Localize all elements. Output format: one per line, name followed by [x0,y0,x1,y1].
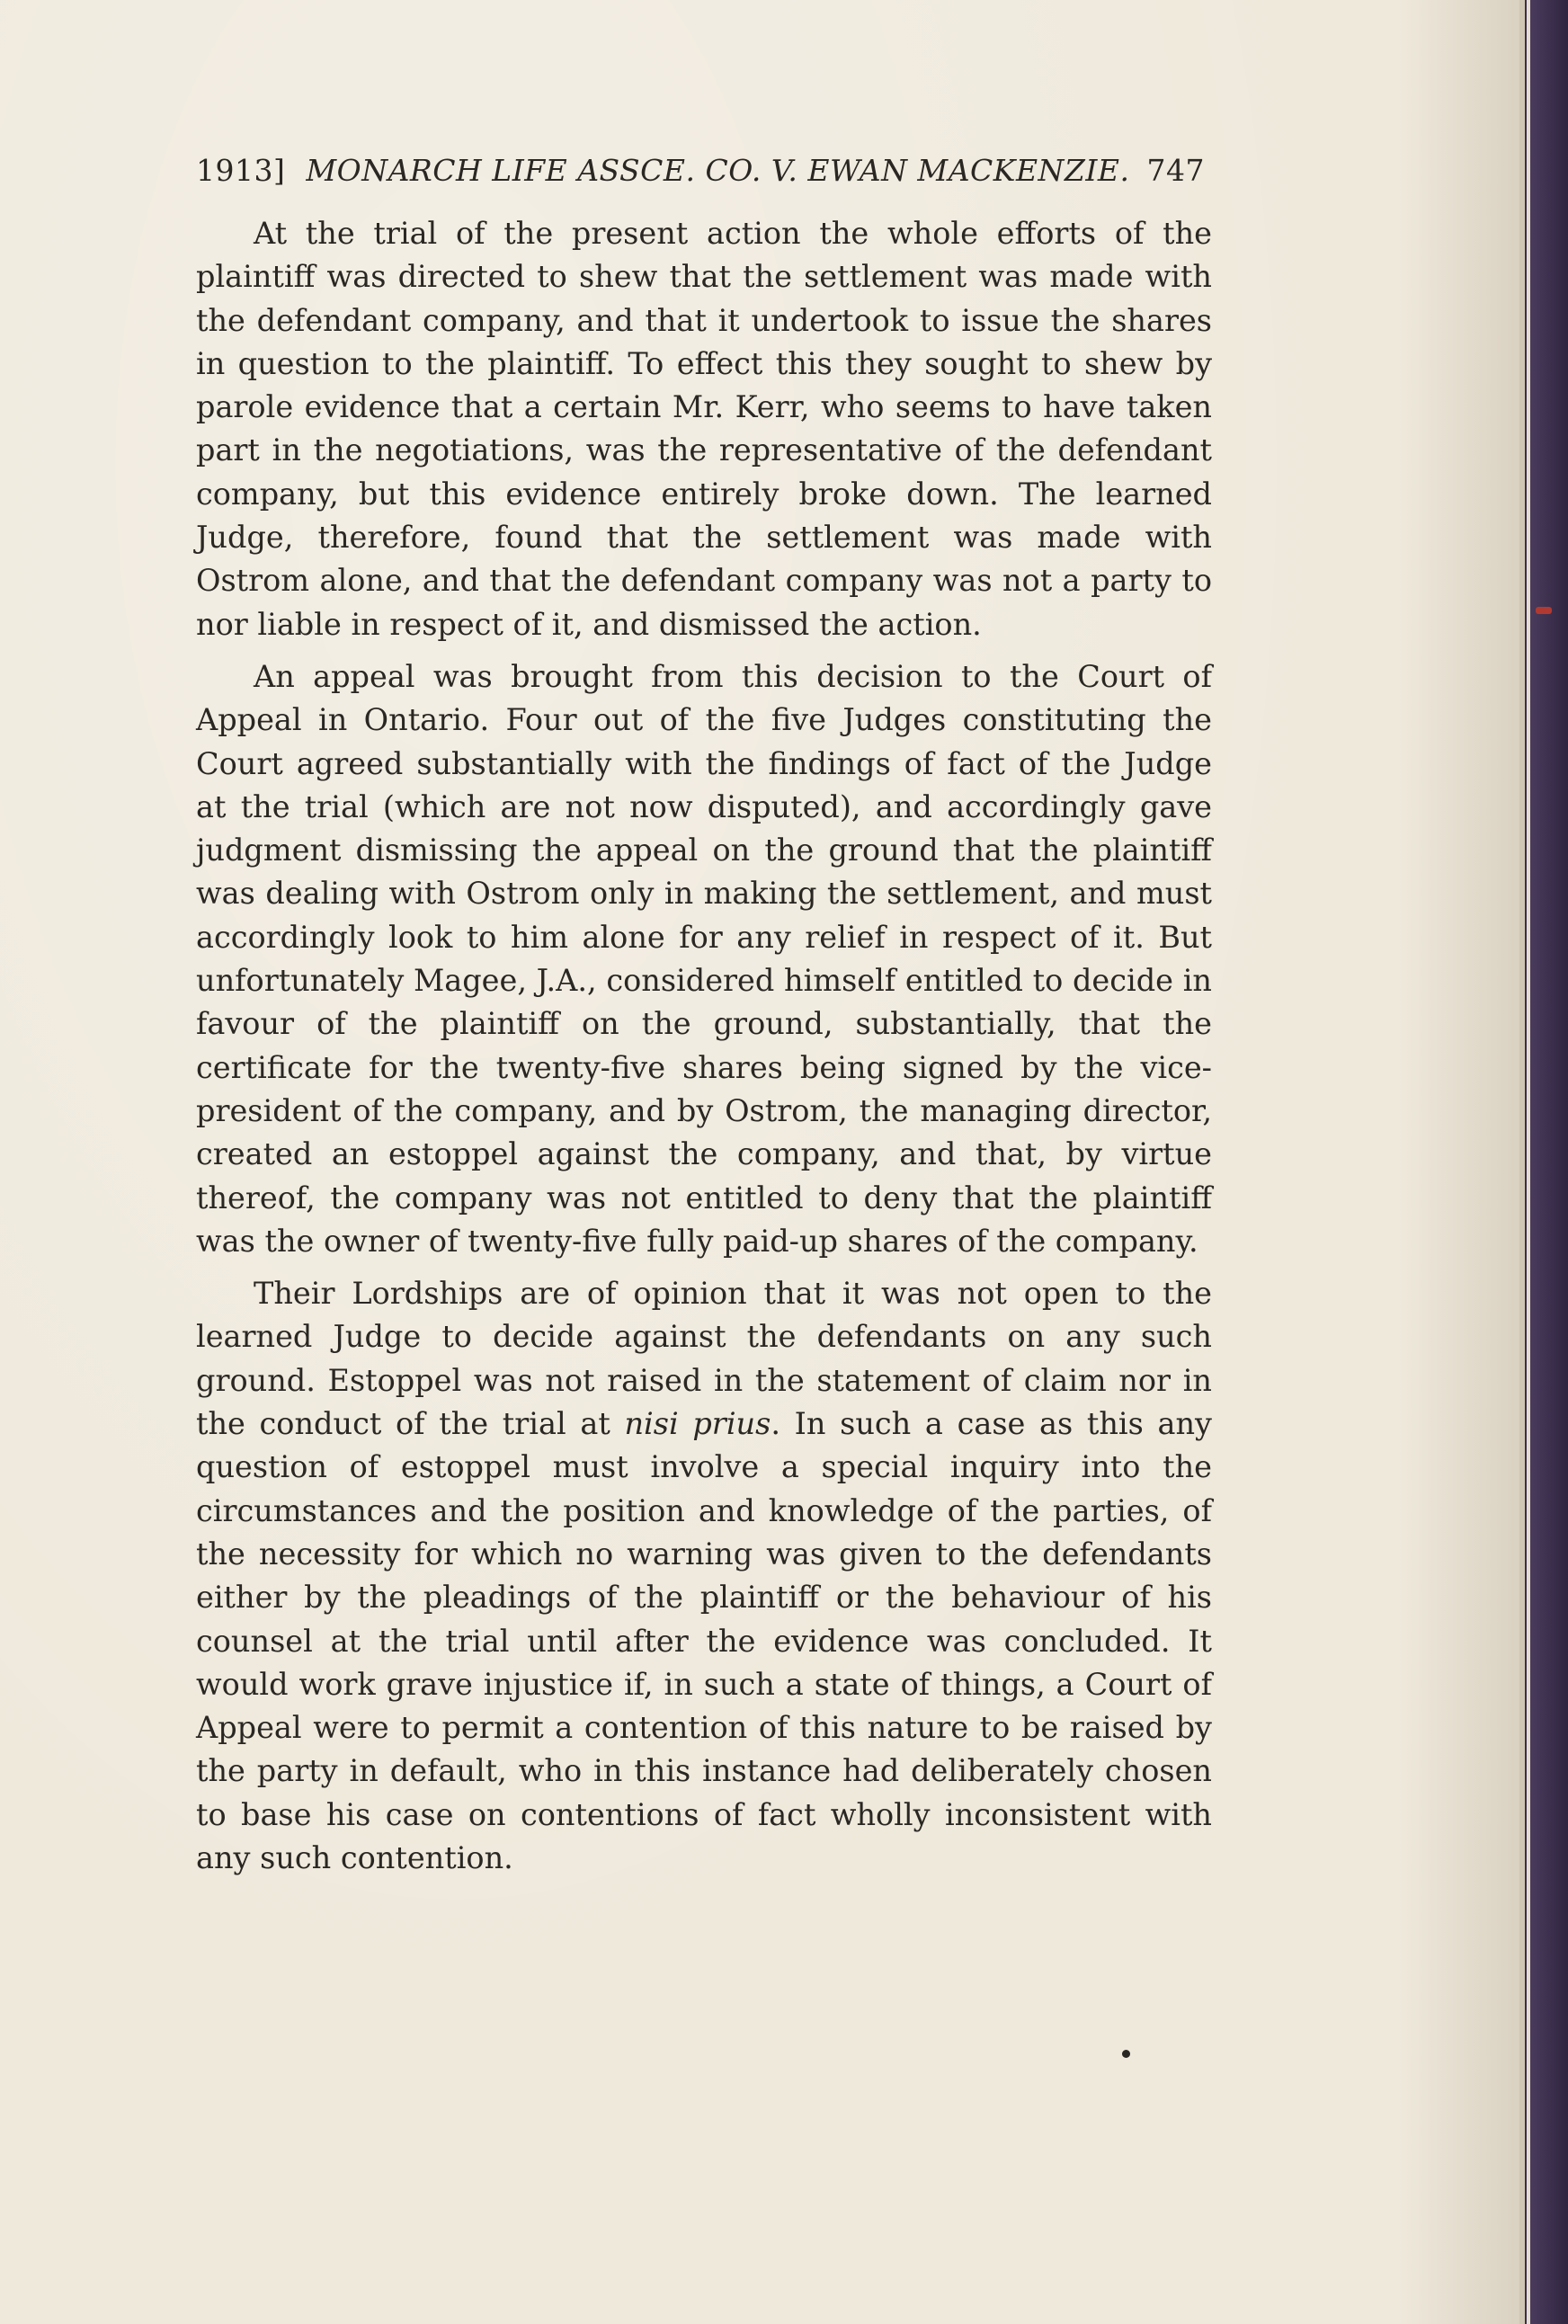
book-binding [1530,0,1568,2324]
running-header [196,153,1212,189]
header-year: 1913] [196,153,286,188]
page-number: 747 [1146,153,1205,188]
page-edge [1519,0,1525,2324]
paragraph-text: . In such a case as this any question of estoppel must involve a special inquiry into the circumstances and the position and knowledge of the parties, of the necessity for which no warning was given to the defendants either by the pleadings of the plaintiff or the behaviour of his counsel at the trial until after the evidence was concluded. It would work grave injustice if, in such a state of things, a Court of Appeal were to permit a contention of this nature to be raised by the party in default, who in this instance had deliberately chosen to base his case on contentions of fact wholly inconsistent with any such contention. [196,1406,1212,1875]
paragraph-trial: At the trial of the present action the whole efforts of the plaintiff was directed to shew that the settlement was made with the defendant company, and that it undertook to issue the shares in question to the plaintiff. To effect this they sought to shew by parole evidence that a certain Mr. Kerr, who seems to have taken part in the negotiations, was the representative of the defendant company, but this evidence entirely broke down. The learned Judge, therefore, found that the settlement was made with Ostrom alone, and that the defendant company was not a party to nor liable in respect of it, and dismissed the action. [196,216,1212,642]
paragraph-lordships [196,1272,1212,1880]
ink-speck [1122,2050,1130,2058]
binding-mark [1536,607,1552,614]
paragraph-appeal: An appeal was brought from this decision to the Court of Appeal in Ontario. Four out of the five Judges constituting the Court agreed substantially with the findings of fact of the Judge at the trial (which are not now disputed), and accordingly gave judgment dismissing the appeal on the ground that the plaintiff was dealing with Ostrom only in making the settlement, and must accordingly look to him alone for any relief in respect of it. But unfortunately Magee, J.A., considered himself entitled to decide in favour of the plaintiff on the ground, substantially, that the certificate for the twenty-five shares being signed by the vice-president of the company, and by Ostrom, the managing director, created an estoppel against the company, and that, by virtue thereof, the company was not entitled to deny that the plaintiff was the owner of twenty-five fully paid-up shares of the company. [196,658,1212,1259]
header-case-title: MONARCH LIFE ASSCE. CO. V. EWAN MACKENZIE. [306,153,1130,188]
paragraph-text: Their Lordships are of opinion that it was not open to the learned Judge to decide against the defendants on any such ground. Estoppel was not raised in the statement of claim nor in the conduct of the trial at [196,1276,1212,1442]
latin-phrase: nisi prius [624,1406,771,1442]
page-content [196,153,1212,1889]
